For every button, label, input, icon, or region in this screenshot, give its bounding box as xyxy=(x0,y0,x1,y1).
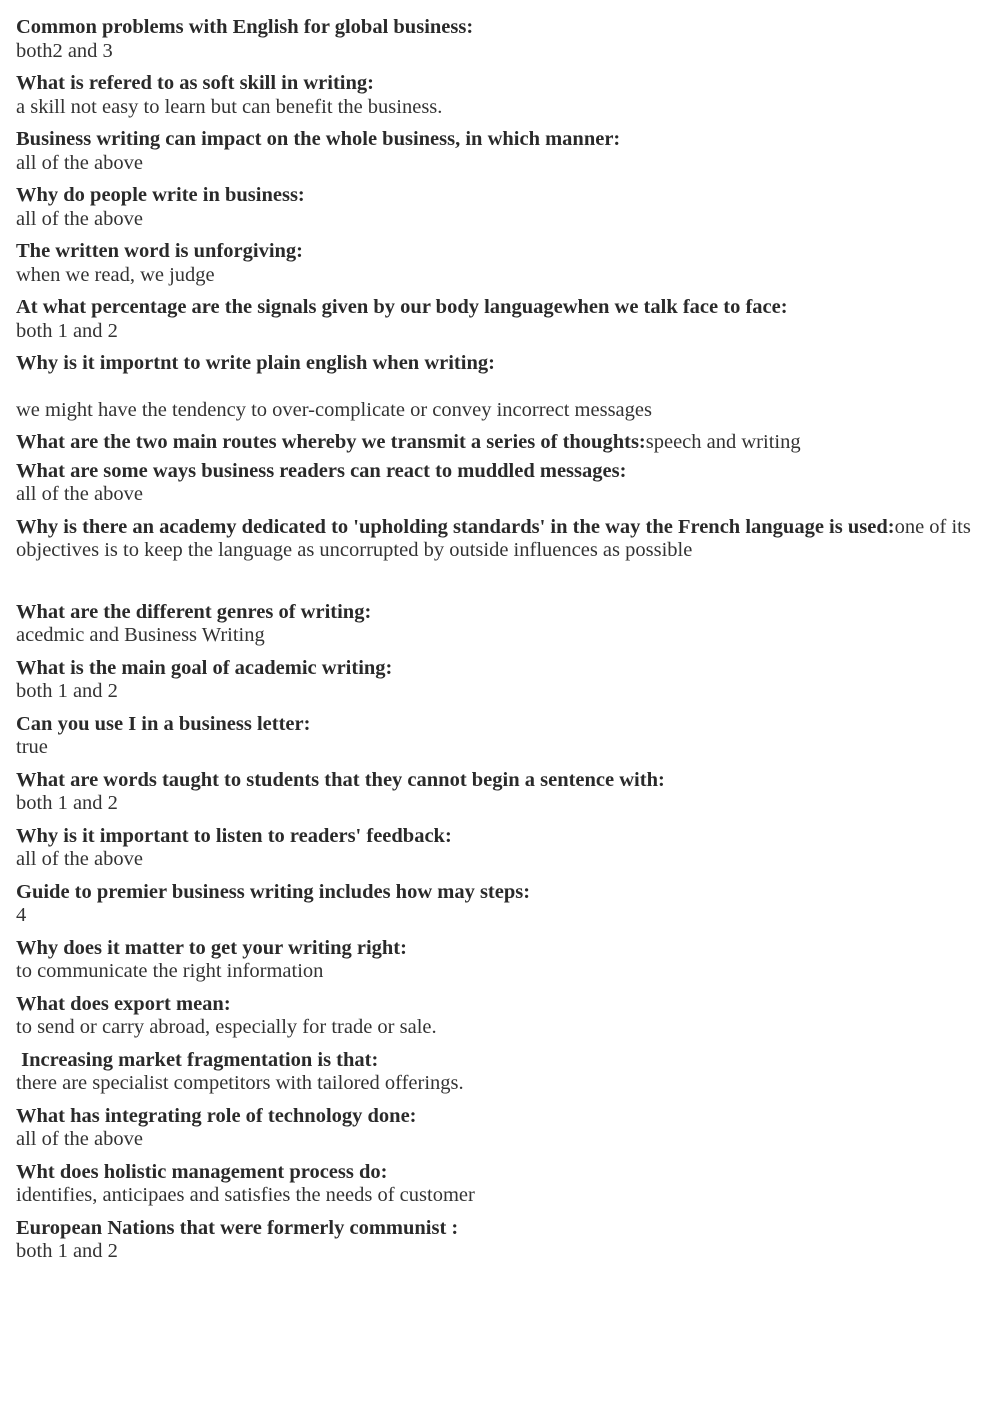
answer-text: speech and writing xyxy=(645,431,801,453)
qa-item-3 xyxy=(16,128,991,175)
question-text: What are words taught to students that they cannot begin a sentence with: xyxy=(16,768,665,791)
question-text: What are the two main routes whereby we transmit a series of thoughts: xyxy=(16,431,646,453)
question-text: Wht does holistic management process do: xyxy=(16,1160,388,1183)
answer-text: acedmic and Business Writing xyxy=(16,624,265,646)
answer-text: there are specialist competitors with tailored offerings. xyxy=(16,1072,464,1094)
answer-text: all of the above xyxy=(16,848,143,870)
question-text: Why is there an academy dedicated to 'upholding standards' in the way the French language is used: xyxy=(16,515,895,538)
answer-text: all of the above xyxy=(16,207,143,230)
answer-text: all of the above xyxy=(16,483,143,505)
answer-text: to communicate the right information xyxy=(16,960,324,982)
answer-text: all of the above xyxy=(16,1128,143,1150)
qa-item-9 xyxy=(16,460,991,507)
answer-text: one of its objectives is to keep the language as uncorrupted by outside influences as possible xyxy=(16,515,971,561)
answer-text: identifies, anticipaes and satisfies the needs of customer xyxy=(16,1184,475,1206)
qa-item-13 xyxy=(16,713,991,760)
question-text: What has integrating role of technology done: xyxy=(16,1104,417,1127)
answer-text: both 1 and 2 xyxy=(16,319,118,342)
answer-text: both 1 and 2 xyxy=(16,792,118,814)
question-text: What are some ways business readers can react to muddled messages: xyxy=(16,459,627,482)
qa-item-15 xyxy=(16,825,991,872)
answer-text: both2 and 3 xyxy=(16,39,113,62)
question-text: Why is it important to listen to readers' feedback: xyxy=(16,824,452,847)
qa-item-22 xyxy=(16,1217,991,1264)
question-text: Increasing market fragmentation is that: xyxy=(16,1048,379,1071)
question-text: What is the main goal of academic writing: xyxy=(16,656,393,679)
question-text: Why do people write in business: xyxy=(16,184,305,206)
question-text: Guide to premier business writing includes how may steps: xyxy=(16,880,531,903)
qa-item-1 xyxy=(16,16,991,63)
qa-item-16 xyxy=(16,881,991,928)
qa-item-17 xyxy=(16,937,991,984)
question-text: What are the different genres of writing: xyxy=(16,600,372,623)
question-text: Common problems with English for global business: xyxy=(16,16,474,38)
qa-item-10 xyxy=(16,516,991,563)
question-text: The written word is unforgiving: xyxy=(16,240,303,262)
qa-item-21 xyxy=(16,1161,991,1208)
answer-text: both 1 and 2 xyxy=(16,680,118,702)
document-page xyxy=(16,16,991,1273)
qa-item-2 xyxy=(16,72,991,119)
question-text: Why is it importnt to write plain english when writing: xyxy=(16,352,495,374)
answer-text: we might have the tendency to over-complicate or convey incorrect messages xyxy=(16,398,652,421)
qa-item-7 xyxy=(16,352,991,422)
qa-item-19 xyxy=(16,1049,991,1096)
qa-item-8 xyxy=(16,431,991,455)
qa-item-12 xyxy=(16,657,991,704)
qa-item-6 xyxy=(16,296,991,343)
answer-text: when we read, we judge xyxy=(16,263,215,286)
question-text: What is refered to as soft skill in writing: xyxy=(16,72,374,94)
question-text: What does export mean: xyxy=(16,992,231,1015)
qa-item-14 xyxy=(16,769,991,816)
answer-text: both 1 and 2 xyxy=(16,1240,118,1262)
question-text: Business writing can impact on the whole business, in which manner: xyxy=(16,128,621,150)
answer-text: a skill not easy to learn but can benefit the business. xyxy=(16,95,443,118)
answer-text: true xyxy=(16,736,48,758)
qa-item-5 xyxy=(16,240,991,287)
qa-item-18 xyxy=(16,993,991,1040)
qa-item-20 xyxy=(16,1105,991,1152)
answer-text: 4 xyxy=(16,904,27,926)
qa-item-11 xyxy=(16,601,991,648)
question-text: Can you use I in a business letter: xyxy=(16,712,311,735)
answer-text: to send or carry abroad, especially for trade or sale. xyxy=(16,1016,437,1038)
question-text: European Nations that were formerly communist : xyxy=(16,1216,459,1239)
question-text: At what percentage are the signals given by our body languagewhen we talk face to face: xyxy=(16,296,788,318)
question-text: Why does it matter to get your writing right: xyxy=(16,936,407,959)
answer-text: all of the above xyxy=(16,151,143,174)
qa-item-4 xyxy=(16,184,991,231)
